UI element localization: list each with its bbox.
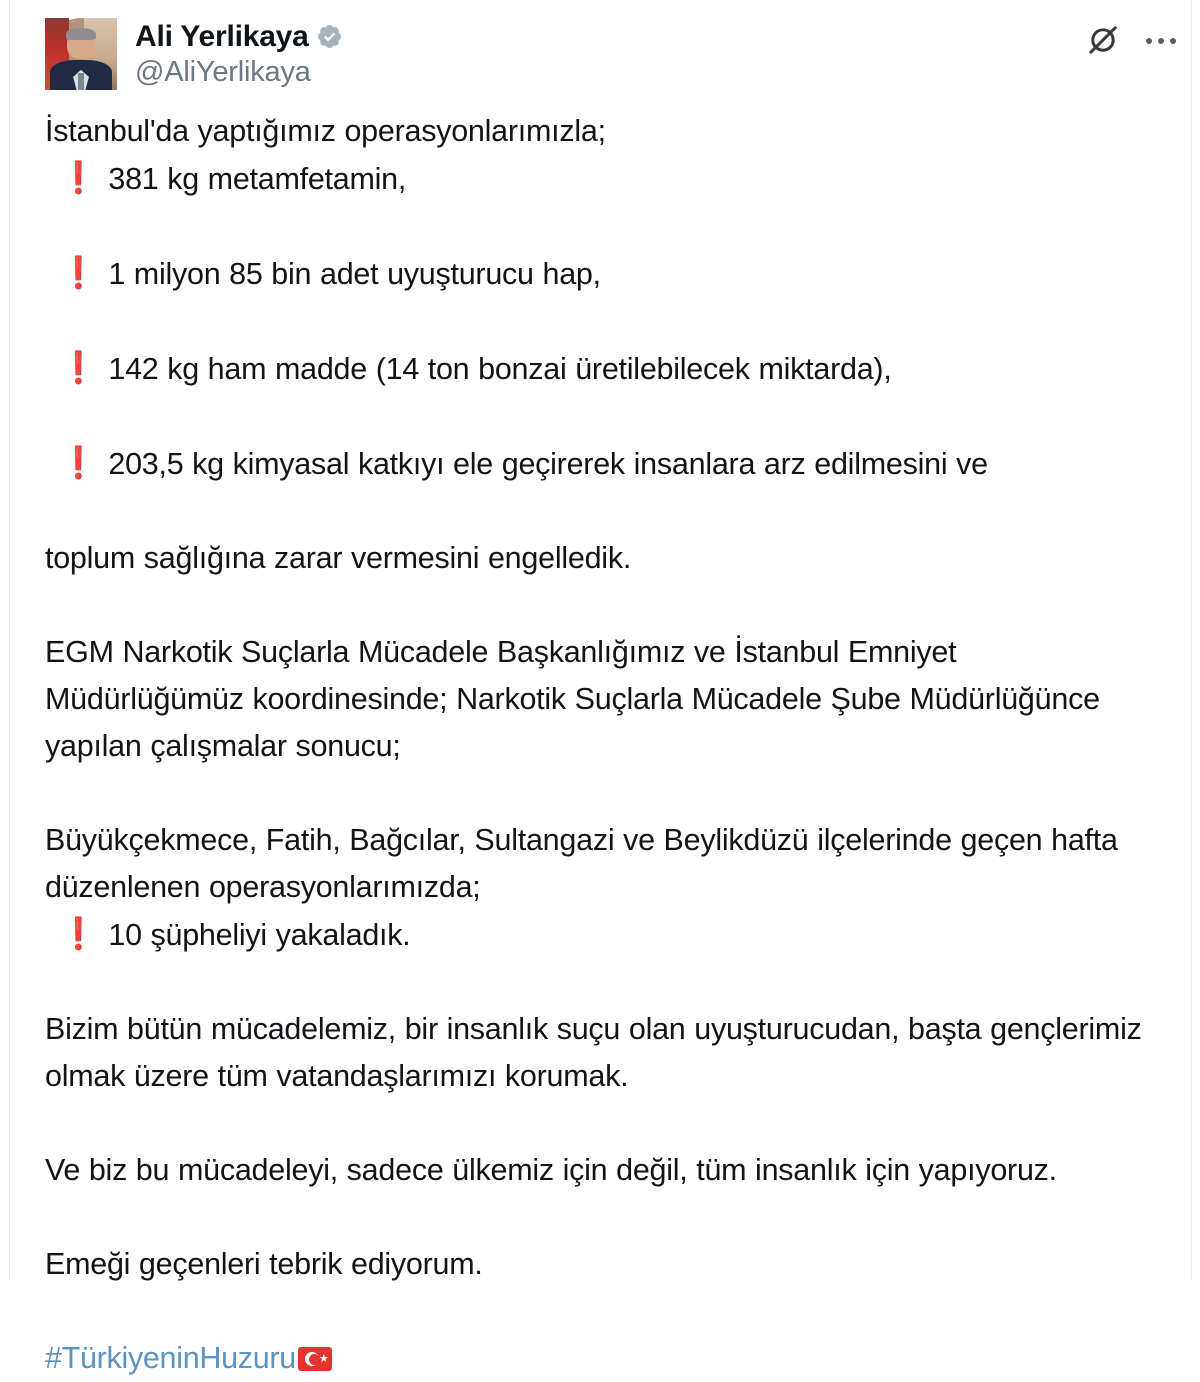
bullet-text: 203,5 kg kimyasal katkıyı ele geçirerek insanlara arz edilmesini ve	[108, 447, 988, 481]
exclamation-icon: ❗	[59, 255, 98, 290]
paragraph-humanity: Ve biz bu mücadeleyi, sadece ülkemiz için değil, tüm insanlık için yapıyoruz.	[45, 1153, 1057, 1187]
tweet-header	[0, 0, 1200, 92]
bullet-text: 10 şüpheliyi yakaladık.	[108, 918, 411, 952]
display-name-row	[135, 20, 343, 54]
hashtag-link[interactable]: #TürkiyeninHuzuru	[45, 1341, 296, 1375]
districts-text: Büyükçekmece, Fatih, Bağcılar, Sultangazi ve Beylikdüzü ilçelerinde geçen hafta düzenlenen operasyonlarımızda;	[45, 823, 1118, 904]
paragraph-mission: Bizim bütün mücadelemiz, bir insanlık suçu olan uyuşturucudan, başta gençlerimiz olmak üzere tüm vatandaşlarımızı korumak.	[45, 1012, 1142, 1093]
grok-slashed-circle-icon[interactable]	[1086, 23, 1120, 57]
bullet-item	[45, 345, 1158, 393]
exclamation-icon: ❗	[59, 916, 98, 951]
avatar[interactable]	[45, 18, 117, 90]
intro-tail-line: toplum sağlığına zarar vermesini engelledik.	[45, 541, 632, 575]
bullet-text: 381 kg metamfetamin,	[108, 162, 407, 196]
avatar-hair	[66, 28, 96, 40]
more-options-icon[interactable]	[1146, 22, 1176, 58]
paragraph-districts	[45, 817, 1158, 959]
bullet-text: 1 milyon 85 bin adet uyuşturucu hap,	[108, 257, 601, 291]
bullet-text: 142 kg ham madde (14 ton bonzai üretilebilecek miktarda),	[108, 352, 892, 386]
bullet-item	[45, 155, 1158, 203]
more-dot-1	[1146, 38, 1152, 44]
verified-badge-icon[interactable]	[316, 23, 343, 50]
bullet-item	[45, 440, 1158, 488]
bullet-item	[45, 250, 1158, 298]
author-display-name[interactable]: Ali Yerlikaya	[135, 20, 309, 53]
header-actions	[1086, 22, 1176, 58]
author-name-block	[135, 18, 343, 89]
exclamation-icon: ❗	[59, 160, 98, 195]
paragraph-intro	[45, 108, 1158, 582]
right-edge-divider	[1191, 0, 1192, 1281]
more-dot-2	[1158, 38, 1164, 44]
paragraph-thanks: Emeği geçenleri tebrik ediyorum.	[45, 1247, 483, 1281]
left-edge-divider	[9, 0, 10, 1281]
flag-star: ★	[318, 1353, 329, 1365]
exclamation-icon: ❗	[59, 350, 98, 385]
paragraph-hashtag	[45, 1335, 1158, 1382]
more-dot-3	[1170, 38, 1176, 44]
turkish-flag-emoji	[298, 1347, 332, 1371]
tweet-text-body	[0, 92, 1200, 1382]
author-handle[interactable]: @AliYerlikaya	[135, 55, 311, 88]
bullet-item	[45, 911, 1158, 959]
intro-line: İstanbul'da yaptığımız operasyonlarımızla;	[45, 114, 606, 148]
avatar-tie	[78, 73, 84, 90]
paragraph-coordination: EGM Narkotik Suçlarla Mücadele Başkanlığımız ve İstanbul Emniyet Müdürlüğümüz koordinesinde; Narkotik Suçlarla Mücadele Şube Müdürlüğünce yapılan çalışmalar sonucu;	[45, 635, 1100, 763]
exclamation-icon: ❗	[59, 445, 98, 480]
